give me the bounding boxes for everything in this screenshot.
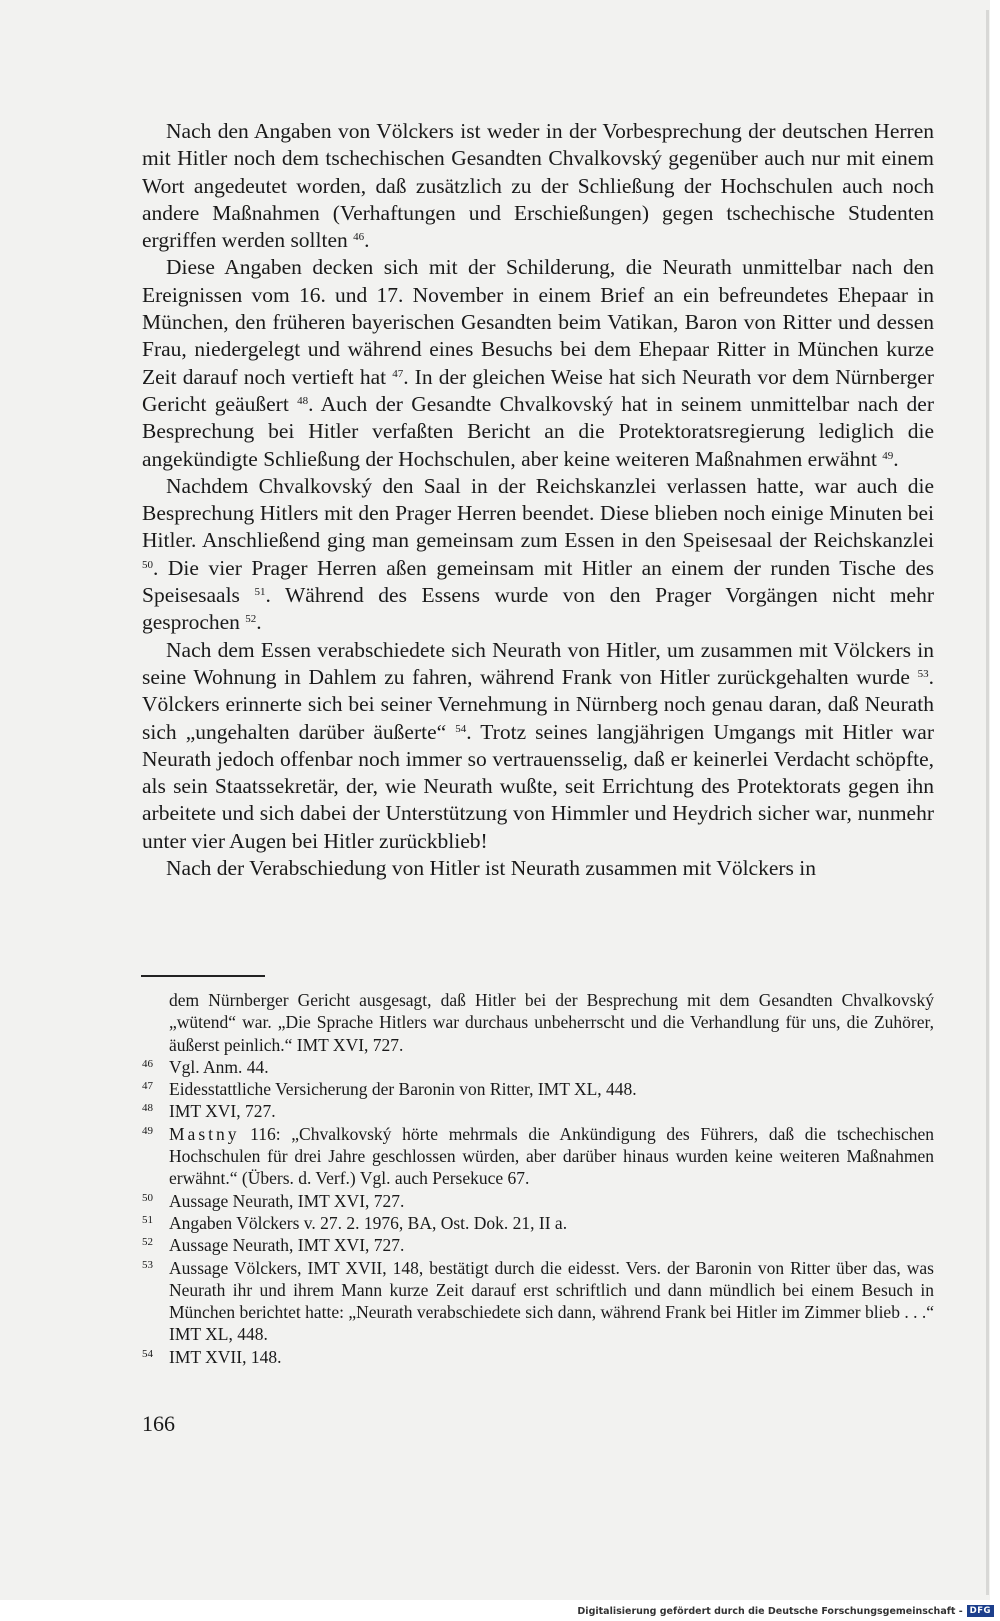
- footnote-reference: 51: [254, 586, 266, 599]
- dfg-logo: DFG: [967, 1605, 994, 1617]
- text-run: Eidesstattliche Versicherung der Baronin von Ritter, IMT XL, 448.: [169, 1079, 637, 1100]
- footnote-number: 50: [142, 1191, 153, 1204]
- footnote-reference: 46: [353, 231, 365, 244]
- footnote-reference: 54: [455, 722, 467, 735]
- footnote-number: 53: [142, 1258, 153, 1271]
- text-run: Nach der Verabschiedung von Hitler ist Neurath zusammen mit Völckers in: [166, 856, 817, 881]
- text-run: . Während des Essens wurde von den Prager Vorgängen nicht mehr gesprochen: [142, 583, 935, 635]
- footnote-reference: 48: [297, 394, 309, 407]
- text-run: Aussage Neurath, IMT XVI, 727.: [169, 1190, 405, 1211]
- text-run: Aussage Neurath, IMT XVI, 727.: [169, 1235, 405, 1256]
- footnote: [142, 1123, 934, 1190]
- text-run: Angaben Völckers v. 27. 2. 1976, BA, Ost. Dok. 21, II a.: [169, 1212, 568, 1233]
- footnote-number: 49: [142, 1124, 153, 1137]
- text-run: .: [893, 446, 899, 471]
- footnote-reference: 49: [882, 449, 894, 462]
- footnote-number: 48: [142, 1102, 153, 1115]
- text-run: Diese Angaben decken sich mit der Schilderung, die Neurath unmittelbar nach den Ereignissen vom 16. und 17. November in einem Brief an ein befreundetes Ehepaar in München, den früheren bayerischen Gesandten beim Vatikan, Baron von Ritter und dessen Frau, niedergelegt und während eines Besuchs bei dem Ehepaar Ritter in München kurze Zeit darauf noch vertieft hat: [142, 255, 934, 389]
- footnote: [142, 1078, 934, 1100]
- text-run: Nachdem Chvalkovský den Saal in der Reichskanzlei verlassen hatte, war auch die Besprechung Hitlers mit den Prager Herren beendet. Diese blieben noch einige Minuten bei Hitler. Anschließend ging man gemeinsam zum Essen in den Speisesaal der Reichskanzlei: [142, 473, 934, 553]
- body-paragraph: [142, 118, 934, 254]
- text-run: .: [364, 228, 370, 253]
- footnote-number: 46: [142, 1057, 153, 1070]
- text-run: dem Nürnberger Gericht ausgesagt, daß Hitler bei der Besprechung mit dem Gesandten Chvalkovský „wütend“ war. „Die Sprache Hitlers war durchaus unbeherrscht und die Verhandlung für uns, die Zuhörer, äußerst peinlich.“ IMT XVI, 727.: [169, 990, 934, 1055]
- dfg-credit-text: Digitalisierung gefördert durch die Deutsche Forschungsgemeinschaft -: [577, 1605, 963, 1617]
- page-number: 166: [142, 1411, 175, 1436]
- page-edge: [986, 10, 989, 1595]
- footnote-number: 47: [142, 1080, 153, 1093]
- text-run: Nach dem Essen verabschiedete sich Neurath von Hitler, um zusammen mit Völckers in seine Wohnung in Dahlem zu fahren, während Frank von Hitler zurückgehalten wurde: [142, 637, 934, 689]
- footnote: [142, 1257, 934, 1346]
- text-run: . In der gleichen Weise hat sich Neurath vor dem Nürnberger Gericht geäußert: [142, 364, 934, 416]
- body-paragraph: [142, 637, 934, 855]
- text-run: IMT XVII, 148.: [169, 1346, 282, 1367]
- footnote: [142, 1100, 934, 1122]
- footnote-number: 54: [142, 1347, 153, 1360]
- footnote: [142, 1190, 934, 1212]
- footnote: [142, 1212, 934, 1234]
- body-paragraph: [142, 855, 934, 882]
- footnote-reference: 52: [245, 613, 257, 626]
- footnote-separator: [141, 975, 265, 977]
- footnote-reference: 47: [392, 367, 404, 380]
- text-run: IMT XVI, 727.: [169, 1101, 276, 1122]
- footnotes: [142, 989, 934, 1368]
- body-paragraph: [142, 254, 934, 472]
- author-name-spaced: Mastny: [169, 1123, 240, 1144]
- dfg-credit-bar: [577, 1603, 994, 1619]
- text-run: . Auch der Gesandte Chvalkovský hat in seinem unmittelbar nach der Besprechung bei Hitler verfaßten Bericht an die Protektoratsregierung lediglich die angekündigte Schließung der Hochschulen, aber keine weiteren Maßnahmen erwähnt: [142, 391, 935, 471]
- footnote-reference: 53: [917, 667, 929, 680]
- footnote: [142, 989, 934, 1056]
- text-run: Aussage Völckers, IMT XVII, 148, bestätigt durch die eidesst. Vers. der Baronin von Ritter über das, was Neurath ihr und ihrem Mann kurze Zeit darauf erst schriftlich und dann mündlich bei einem Besuch in München berichtet hatte: „Neurath verabschiedete sich dann, während Frank bei Hitler im Zimmer blieb . . .“ IMT XL, 448.: [169, 1257, 934, 1345]
- body-text: [142, 118, 934, 882]
- text-run: . Die vier Prager Herren aßen gemeinsam mit Hitler an einem der runden Tische des Speisesaals: [142, 555, 934, 608]
- text-run: Vgl. Anm. 44.: [169, 1056, 269, 1077]
- footnote-number: 51: [142, 1213, 153, 1226]
- text-run: Nach den Angaben von Völckers ist weder in der Vorbesprechung der deutschen Herren mit Hitler noch dem tschechischen Gesandten Chvalkovský gegenüber auch nur mit einem Wort angedeutet worden, daß zusätzlich zu der Schließung der Hochschulen auch noch andere Maßnahmen (Verhaftungen und Erschießungen) gegen tschechische Studenten ergriffen werden sollten: [142, 119, 934, 253]
- footnote: [142, 1056, 934, 1078]
- body-paragraph: [142, 473, 934, 637]
- footnote: [142, 1346, 934, 1368]
- text-run: . Völckers erinnerte sich bei seiner Vernehmung in Nürnberg noch genau daran, daß Neurath sich „ungehalten darüber äußerte“: [142, 664, 934, 744]
- footnote-number: 52: [142, 1236, 153, 1249]
- text-run: 116: „Chvalkovský hörte mehrmals die Ankündigung des Führers, daß die tschechischen Hochschulen für drei Jahre geschlossen würden, aber darüber hinaus wurden keine weiteren Maßnahmen erwähnt.“ (Übers. d. Verf.) Vgl. auch Persekuce 67.: [169, 1123, 934, 1189]
- footnote: [142, 1234, 934, 1256]
- footnote-reference: 50: [142, 558, 153, 571]
- text-run: .: [256, 610, 262, 635]
- text-run: . Trotz seines langjährigen Umgangs mit Hitler war Neurath jedoch offenbar noch immer so vertrauensselig, daß er keinerlei Verdacht schöpfte, als sein Staatssekretär, der, wie Neurath wußte, seit Errichtung des Protektorats gegen ihn arbeitete und sich dabei der Unterstützung von Himmler und Heydrich sicher war, nunmehr unter vier Augen bei Hitler zurückblieb!: [142, 719, 934, 853]
